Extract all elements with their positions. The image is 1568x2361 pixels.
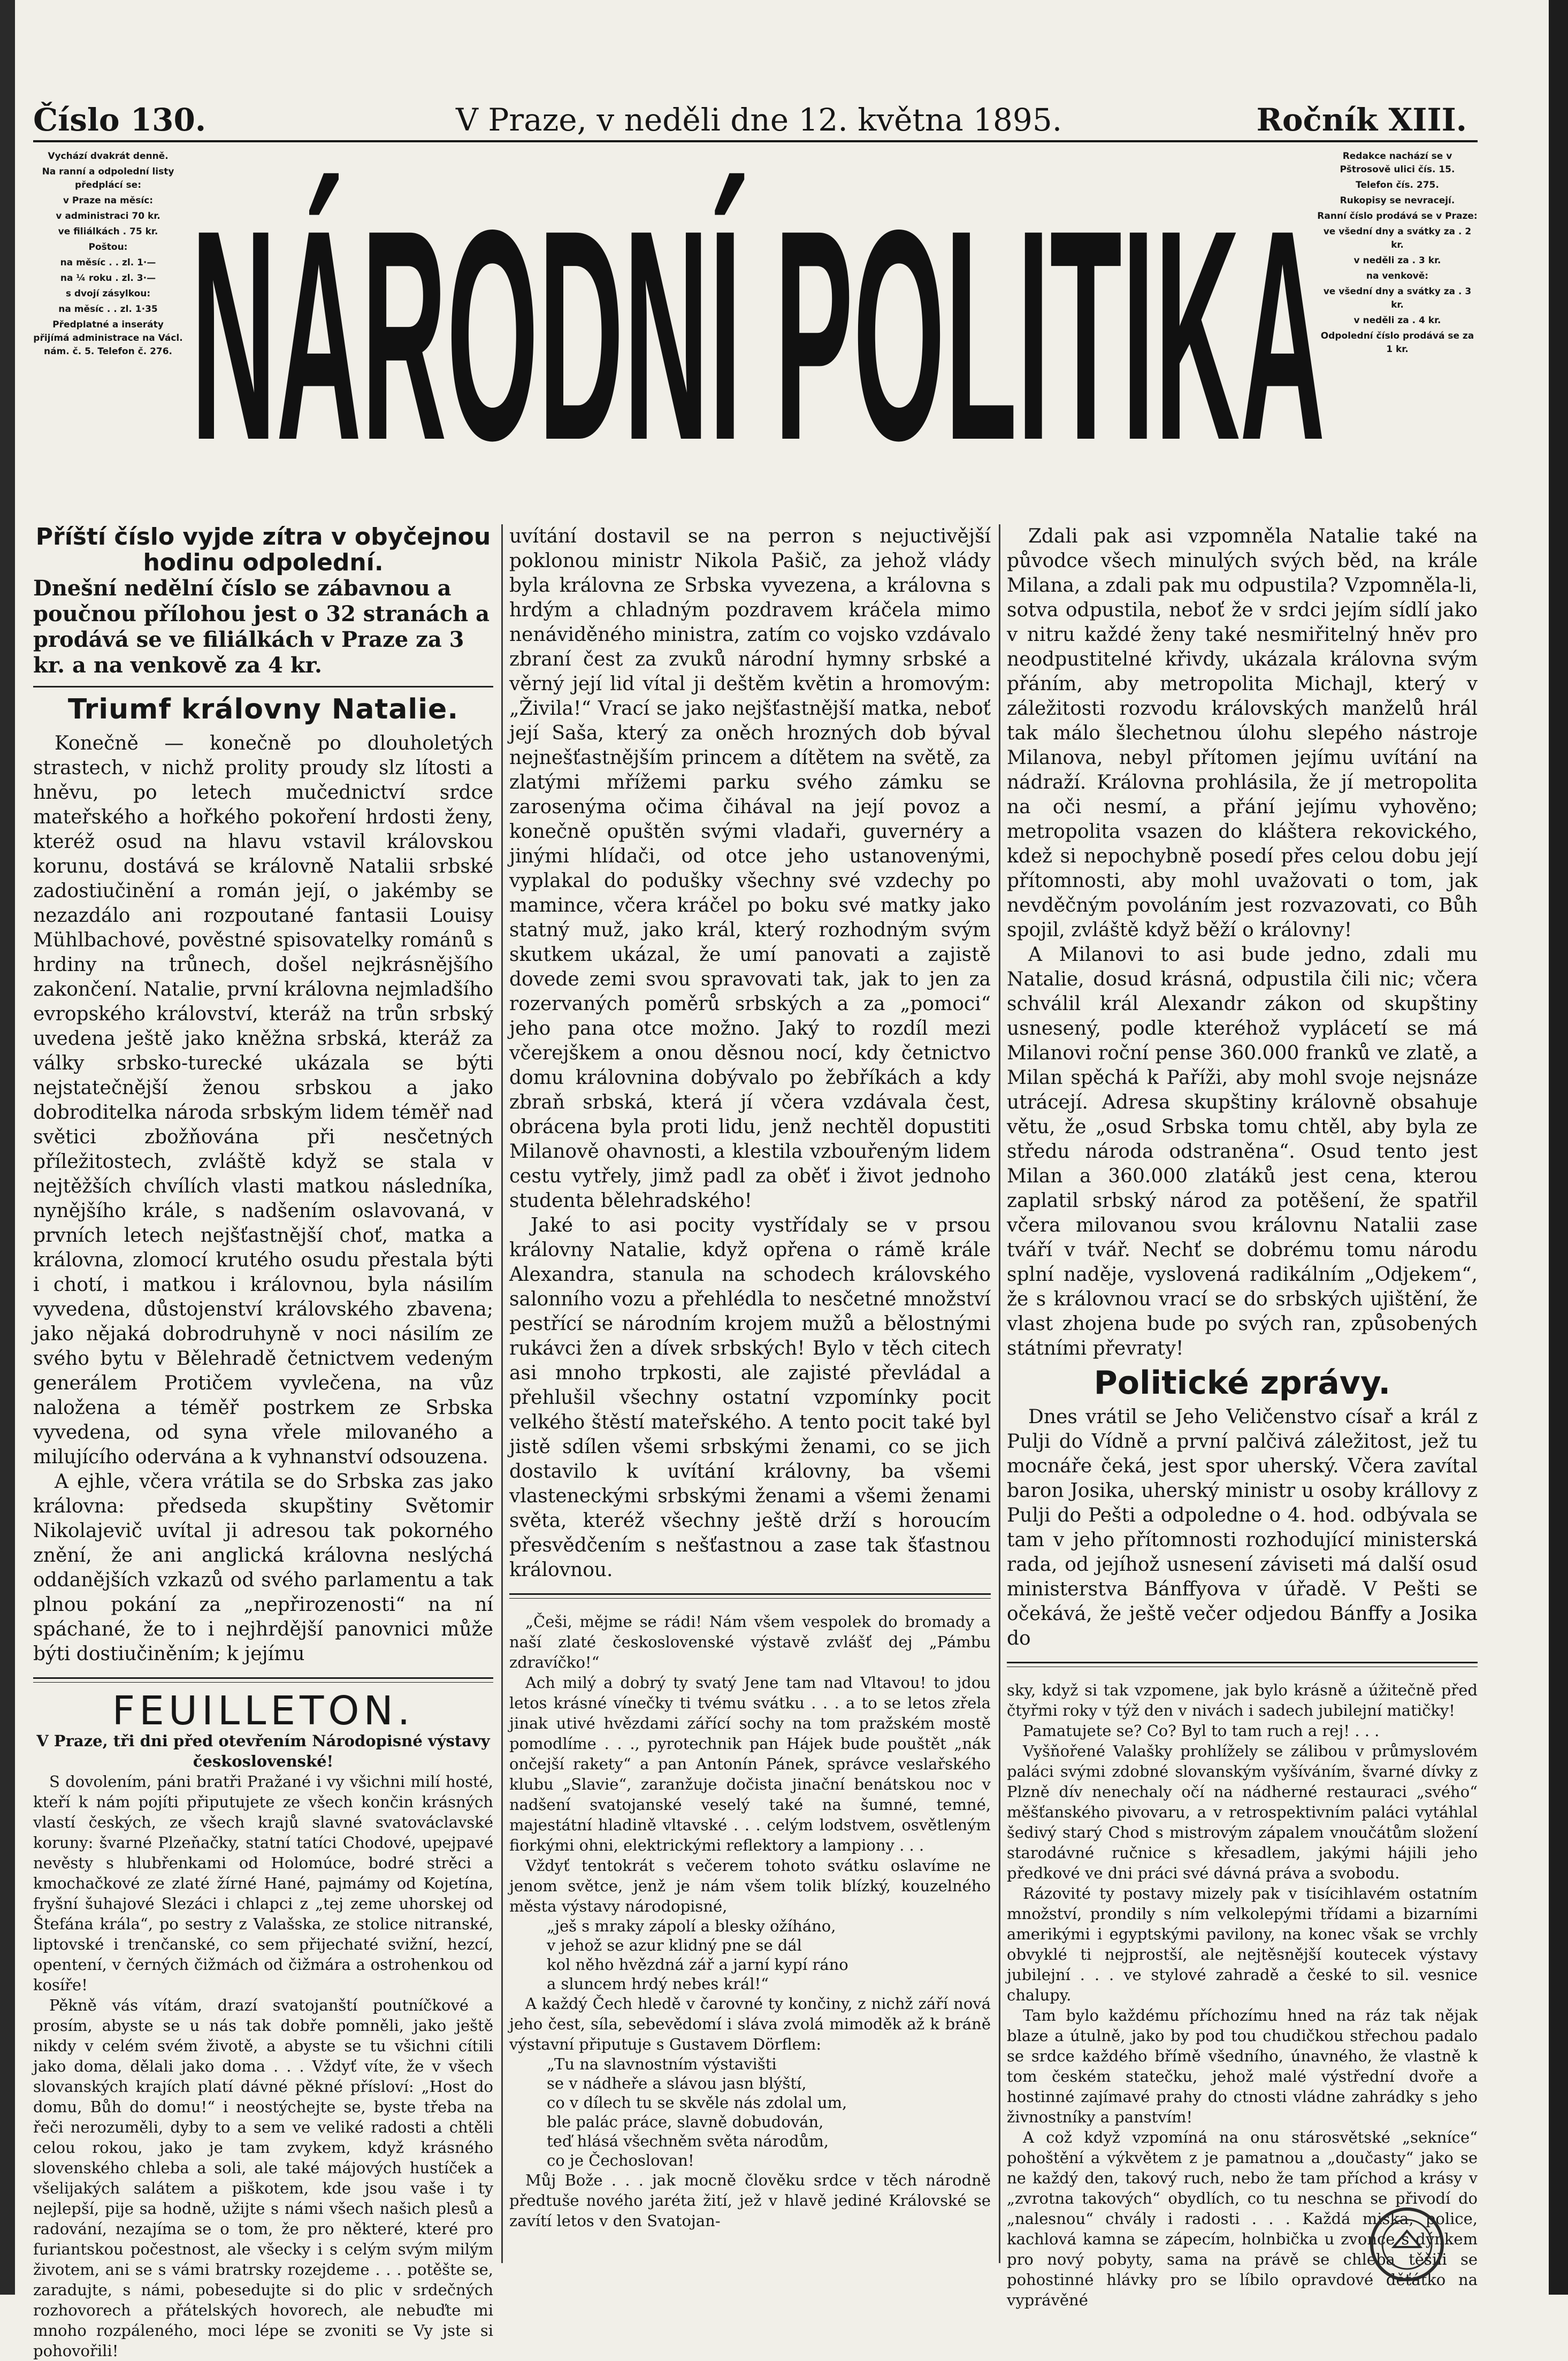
feuilleton-paragraph: S dovolením, páni bratři Pražané i vy všichni milí hosté, kteří k nám pojíti připutujete ze všech končin krásných vlastí českých, ze všech krajů slavné svatováclavské koruny: švarné Plzeňačky, statní tatíci Chodové, upejpavé nevěsty s hlubřenkami od Holomúce, bodré strěci a kmochačkové ze zlaté žírné Hané, pajmámy od Kojetína, fryšní šuhajové Slezáci i chlapci z „tej zeme uhorskej od Štefána krála“, po sestry z Valašska, ze stolice nitranské, liptovské i trenčanské, co sem přijechaté svižní, hezcí, opentení, v černých čižmách od čižmára a ostrohenkou od kosíře! [33, 1772, 493, 1994]
issue-notice [33, 524, 493, 678]
article-paragraph: uvítání dostavil se na perron s nejuctivější poklonou ministr Nikola Pašič, za jehož vlády byla královna ze Srbska vyvezena, a královna s hrdým a chladným pozdravem kráčela mimo nenáviděného ministra, zatím co vojsko vzdávalo zbraní čest za zvuků národní hymny srbské a věrný její lid vítal ji deštěm květin a hromovým: „Živila!“ Vrací se jako nejšťastnější matka, neboť její Saša, který za oněch hrozných dob býval nejnešťastnějším princem a dítětem na světě, za zlatými mřížemi parku svého zámku se zarosenýma očima čihával na její povoz a konečně opuštěn svými vladaři, guvernéry a jinými hlídači, od otce jeho ustanovenými, vyplakal do podušky všechny své vzdechy po mamince, včera kráčel po boku své matky jako statný muž, jako král, který rozhodným svým skutkem ukázal, že umí panovati a zajistě dovede zemi svou spravovati tak, jak to jen za rozervaných poměrů srbských a za „pomoci“ jeho pana otce možno. Jaký to rozdíl mezi včerejškem a onou děsnou nocí, kdy četnictvo domu královnina dobývalo po žebříkách a kdy zbraň srbská, která jí včera vzdávala čest, obrácena byla proti lidu, jenž nechtěl dopustiti Milanově ohavnosti, a klestila vzbouřeným lidem cestu vytřely, jimž padl za oběť i život jednoho studenta bělehradského! [509, 525, 991, 1212]
note-line: na ¼ roku . zl. 3·— [60, 273, 156, 284]
note-line: Poštou: [88, 242, 128, 253]
poem-line: „ješ s mraky zápolí a blesky ožíháno, [547, 1917, 836, 1935]
feuilleton-paragraph: Pamatujete se? Co? Byl to tam ruch a rej! . . . [1023, 1722, 1380, 1740]
feuilleton-body [33, 1731, 493, 2361]
header-rule [33, 140, 1478, 142]
section-title: Politické zprávy. [1093, 1364, 1391, 1402]
column-2 [509, 524, 991, 2231]
feuilleton-paragraph: Tam bylo každému příchozímu hned na ráz tak nějak blaze a útulně, jako by pod tou chudičkou střechou padalo se srdce každého břímě všedního, únavného, že vlastně k tom českém statečku, jehož malé výstřední dvoře a hostinné zajímavé prahy do ctnosti vládne zahrádky s jeho živnostníky a panstvím! [1007, 2006, 1478, 2126]
note-line: na měsíc . . zl. 1·35 [58, 304, 158, 315]
volume-number: Ročník XIII. [1256, 102, 1467, 138]
note-line: ve filiálkách . 75 kr. [58, 226, 158, 237]
feuilleton-paragraph: Rázovité ty postavy mizely pak v tisícihlavém ostatním množství, prondily s ním velkolepými třídami a bizarními amerikými i egyptskými pavilony, na konec však se vrchly obvyklé ti nejprostší, ale nejtěsnější koutecek výstavy jubilejní . . . ve stylové zahradě a české to sil. vesnice chalupy. [1007, 1884, 1478, 2004]
feuilleton-rule [33, 1677, 493, 1683]
top-header-line [33, 102, 1478, 144]
masthead-title-graphic [186, 161, 1330, 482]
column-3 [1007, 524, 1478, 2310]
article-paragraph: Konečně — konečně po dlouholetých strastech, v nichž prolity proudy slz lítosti a hněvu, po letech mučednictví srdce mateřského a hořkého pokoření hrdosti ženy, kteréž osud na hlavu vstavil královskou korunu, dostává se královně Natalii srbské zadostiučinění a román její, o jakémby se nezazdálo ani rozpoutané fantasii Louisy Mühlbachové, pověstné spisovatelky románů s hrdiny na trůnech, došel nejkrásnějšího zakončení. Natalie, první královna nejmladšího evropského království, kteráž na trůn srbský uvedena ještě jako kněžna srbská, kteráž za války srbsko-turecké ukázala se býti nejstatečnější ženou srbskou a jako dobroditelka národa srbským lidem téměř nad světici zbožňována při nesčetných příležitostech, zvláště když se stala v nejtěžších chvílích vlasti matkou následníka, nynějšího krále, s nadšením oslavovaná, v prvních letech nejšťastnější choť, matka a královna, zlomocí krutého osudu přestala býti i chotí, i matkou i královnou, byla násilím vyvedena, důstojenství královského zbavena; jako nějaká dobrodruhyně v noci násilím ze svého bytu v Bělehradě četnictvem vedeným generálem Protičem vyvlečena, na vůz naložena a téměř postrkem ze Srbska vyvedena, od syna vřele milovaného a milujícího odervána a k vyhnanství odsouzena. [33, 732, 493, 1468]
note-line: Předplatné a inseráty přijímá administrace na Václ. nám. č. 5. Telefon č. 276. [33, 319, 183, 357]
scan-edge-right [1549, 0, 1568, 2295]
note-line: ve všední dny a svátky za . 3 kr. [1323, 286, 1472, 310]
masthead [33, 150, 1478, 498]
rule [33, 686, 493, 687]
masthead-title-text: NÁRODNÍ POLITIKA [191, 167, 1325, 482]
note-line: v administraci 70 kr. [56, 211, 160, 221]
note-line: v Praze na měsíc: [63, 195, 154, 206]
article-title: Triumf královny Natalie. [67, 693, 459, 725]
feuilleton-paragraph: A což když vzpomíná na onu stárosvětské „sekníce“ pohoštění a výkvětem z je pamatnou a „doučasty“ jako se ne každý den, takový ruch, nebo že tam příchod a krásy v „zvrotna takových“ obydlích, co tu neschna se přivodí do „nalesnou“ chvály i radosti . . . Každá miska, police, kachlová kamna se zápecím, holnbička u zvonce s dýnkem pro nový pobyty, sama na právě se chleba těšili se pohostinné hlávky pro se líbilo opravdové děťátko na vyprávěné [1007, 2128, 1478, 2309]
poem-line: a sluncem hrdý nebes král!“ [547, 1975, 769, 1993]
feuilleton-paragraph: Vždyť tentokrát s večerem tohoto svátku oslavíme ne jenom světce, jenž je nám všem tolik blízký, kouzelného města výstavy národopisné, [509, 1856, 991, 1915]
note-line: Odpolední číslo prodává se za 1 kr. [1320, 331, 1474, 355]
note-line: na měsíc . . zl. 1·— [60, 257, 156, 268]
feuilleton-rule [509, 1593, 991, 1599]
note-line: na venkově: [1366, 271, 1429, 281]
feuilleton-paragraph: Ach milý a dobrý ty svatý Jene tam nad Vltavou! to jdou letos krásné vínečky ti tvému svátku . . . a to se letos zřela jinak utivé hvězdami zářící sochy na tom pražském mostě pomodlíme . . ., pyrotechnik pan Hájek bude pouštět „nák ončejší rakety“ a pan Antonín Pánek, správce veslařského klubu „Slavie“, zaranžuje dočista jinační benátskou noc v nadšení svatojanské veselý také na šumné, temné, majestátní hladině vltavské . . . celým lodstvem, osvětleným fiorkými ohni, elektrickými reflektory a lampiony . . . [509, 1674, 991, 1854]
poem-line: co v dílech tu se skvěle nás zdolal um, [547, 2093, 847, 2112]
poem-line: „Tu na slavnostním výstavišti [547, 2055, 777, 2073]
scan-edge-left [0, 0, 15, 2295]
feuilleton-title: FEUILLETON. [112, 1688, 415, 1734]
issue-number: Číslo 130. [33, 102, 206, 138]
poem-line: se v nádheře a slávou jasn blýští, [547, 2074, 807, 2092]
note-line: Rukopisy se nevracejí. [1340, 195, 1455, 206]
feuilleton-paragraph: A každý Čech hledě v čarovné ty končiny, z nichž září nová jeho čest, síla, sebevědomí i sláva zvolá mimoděk až k bráně výstavní připutuje s Gustavem Dörflem: [509, 1995, 991, 2053]
article-paragraph: Zdali pak asi vzpomněla Natalie také na původce všech minulých svých běd, na krále Milana, a zdali pak mu odpustila? Vzpomněla-li, sotva odpustila, neboť že v srdci jejím sídlí jako v nitru každé ženy také nesmiřitelný hněv pro neodpustitelné křivdy, ukázala královna svým přáním, aby metropolita Michajl, který v záležitosti rozvodu královských manželů hrál tak málo šlechetnou úlohu slepého nástroje Milanova, nebyl přítomen jejímu uvítání na nádraží. Královna prohlásila, že jí metropolita na oči nesmí, a přání jejímu vyhověno; metropolita vsazen do kláštera rekovického, kdež si nepochybně posedí přes celou dobu její přítomnosti, aby mohl uvažovati o tom, jak nevděčným povoláním jest rozvazovati, co Bůh spojil, zvláště když běží o královny! [1007, 525, 1478, 941]
note-line: Na ranní a odpolední listy předplácí se: [42, 166, 174, 190]
column-rule [501, 524, 503, 2263]
feuilleton-paragraph: Pěkně vás vítám, drazí svatojanští poutníčkové a prosím, abyste se u nás tak dobře pomněli, jako ještě nikdy v celém svém životě, a abyste se tu všichni cítili jako doma, dělali jako doma . . . Vždyť víte, že v všech slovanských krajích platí dávné pěkné přísloví: „Host do domu, Bůh do domu!“ i neostýchejte se, byste třeba na řeči nerozuměli, dyby to a sem ve veliké radosti a chtěli celou rokou, jako je tam zvykem, když krásného slovenského chleba a soli, ale také májových hustíček a všelijakých salátem a piškotem, kde jsou vaše i ty nejlepší, pije sa hodně, užijte s námi všech našich plesů a radování, nezajíma se o tom, že pro některé, které pro furiantskou počestnost, ale všecky i s celým svým milým životem, ani se s vámi bratrsky rozejdeme . . . potěšte se, zaradujte, s námi, pobesedujte si do plic v srdečných rozhovorech a přátelských hovorech, ale nebuďte mi mnoho rozpáleného, moci lépe se zvoniti se Vy jste si pohovořili! [33, 1996, 493, 2360]
note-line: v neděli za . 3 kr. [1353, 255, 1441, 266]
library-stamp-icon [1367, 2204, 1447, 2284]
feuilleton-paragraph: Vyšňořené Valašky prohlížely se zálibou v průmyslovém paláci svými zdobné slovanským vyšíváním, švarné dívky z Plzně dív nenechaly očí na nádherné restauraci „svého“ měšťanského pivovaru, a v retrospektivním paláci vytáhlal šedivý starý Chod s mistrovým zápalem vnoučátům složení starodávné ručnice s křesadlem, jakými hájili jeho předkové ve dni práci své dávná práva a svobodu. [1007, 1742, 1478, 1882]
feuilleton-paragraph: „Češi, mějme se rádi! Nám všem vespolek do bromady a naší zlaté československé výstavě zvlášť dej „Pámbu zdravíčko!“ [509, 1613, 991, 1671]
note-line: Telefon čís. 275. [1356, 180, 1439, 190]
article-paragraph: A ejhle, včera vrátila se do Srbska zas jako královna: předseda skupštiny Světomir Nikolajevič uvítal ji adresou tak pokorného znění, že ani anglická královna neslýchá oddanějších vzkazů od svého parlamentu a tak plnou pokání za „nepřirozenosti“ na ní spáchané, že to i nejhrdější panovnici může býti dostiučiněním; k jejímu [33, 1471, 493, 1665]
poem-line: v jehož se azur klidný pne se dál [547, 1936, 802, 1954]
feuilleton-subtitle: V Praze, tři dni před otevřením Národopisné výstavy československé! [36, 1732, 490, 1770]
article-paragraph: Dnes vrátil se Jeho Veličenstvo císař a král z Pulji do Vídně a první palčivá záležitost, jež tu mocnáře čeká, jest spor uherský. Včera zavítal baron Josika, uherský ministr u osoby krállovy z Pulji do Pešti a odpoledne o 4. hod. odbývala se tam v jeho přítomnosti rozhodující ministerská rada, od jejíhož usnesení záviseti má další osud ministerstva Bánffyova v úřadě. V Pešti se očekává, že ještě večer odjedou Bánffy a Josika do [1007, 1406, 1478, 1649]
article-paragraph: Jaké to asi pocity vystřídaly se v prsou královny Natalie, když opřena o rámě krále Alexandra, stanula na schodech královského salonního vozu a přehlédla to nesčetné množství pestřící se národním krojem mužů a bělostnými rukávci žen a dívek srbských! Bylo v těch citech asi mnoho trpkosti, ale zajisté převládal a přehlušil všechny ostatní vzpomínky pocit velkého štěstí mateřského. A tento pocit také byl jistě sdílen všemi srbskými ženami, co se jich dostavilo k uvítání královny, ba všemi vlasteneckými srbskými ženami a všemi ženami světa, kteréž všechny ještě drží s horoucím přesvědčením s nešťastnou a zase tak šťastnou královnou. [509, 1214, 991, 1581]
note-line: Vychází dvakrát denně. [48, 151, 169, 162]
masthead-title [186, 161, 1330, 482]
dateline: V Praze, v neděli dne 12. května 1895. [456, 102, 1062, 138]
column-rule [999, 524, 1000, 2263]
feuilleton-paragraph: sky, když si tak vzpomene, jak bylo krásně a úžitečně před čtyřmi roky v týž den v nivách i sadech jubilejní matičky! [1007, 1681, 1478, 1720]
notice-body: Dnešní nedělní číslo se zábavnou a poučnou přílohou jest o 32 stranách a prodává se ve filiálkách v Praze za 3 kr. a na venkově za 4 kr. [33, 576, 490, 678]
feuilleton-rule [1007, 1662, 1478, 1667]
poem-line: ble palác práce, slavně dobudován, [547, 2113, 824, 2131]
subscription-notes [33, 150, 183, 361]
editorial-notes [1317, 150, 1478, 358]
feuilleton-paragraph: Můj Bože . . . jak mocně člověku srdce v těch národně předtuše nového jaréta žití, jež v hlavě jediné Královské se zavítí letos v den Svatojan- [509, 2171, 991, 2230]
column-1 [33, 524, 493, 2361]
note-line: Ranní číslo prodává se v Praze: [1317, 211, 1478, 221]
notice-head: Příští číslo vyjde zítra v obyčejnou hodinu odpolední. [35, 523, 491, 576]
note-line: ve všední dny a svátky za . 2 kr. [1323, 226, 1472, 250]
article-paragraph: A Milanovi to asi bude jedno, zdali mu Natalie, dosud krásná, odpustila čili nic; včera schválil král Alexandr zákon od skupštiny usnesený, podle kteréhož vyplácetí se má Milanovi roční pense 360.000 franků ve zlatě, a Milan spěchá k Paříži, aby mohl svoje nejsnáze utrácejí. Adresa skupštiny královně obsahuje větu, že „osud Srbska tomu chtěl, aby byla ze středu národa odstraněna“. Osud tento jest Milan a 360.000 zlatáků jest cena, kterou zaplatil srbský národ za potěšení, že spatřil včera milovanou svou královnu Natalii zase tváří v tvář. Nechť se dobrému tomu národu splní naděje, vyslovená radikálním „Odjekem“, že s královnou vrací se do srbských ujištění, že vlast zhojena bude po svých ran, způsobených státními převraty! [1007, 944, 1478, 1359]
poem-line: kol něho hvězdná zář a jarní kypí ráno [547, 1955, 848, 1974]
poem-line: co je Čechoslovan! [547, 2151, 694, 2169]
note-line: s dvojí zásylkou: [65, 288, 151, 299]
poem-line: teď hlásá všechněm světa národům, [547, 2132, 829, 2150]
note-line: v neděli za . 4 kr. [1353, 315, 1441, 326]
note-line: Redakce nachází se v Pštrosově ulici čís. 15. [1340, 151, 1455, 175]
feuilleton-body [509, 1611, 991, 2231]
